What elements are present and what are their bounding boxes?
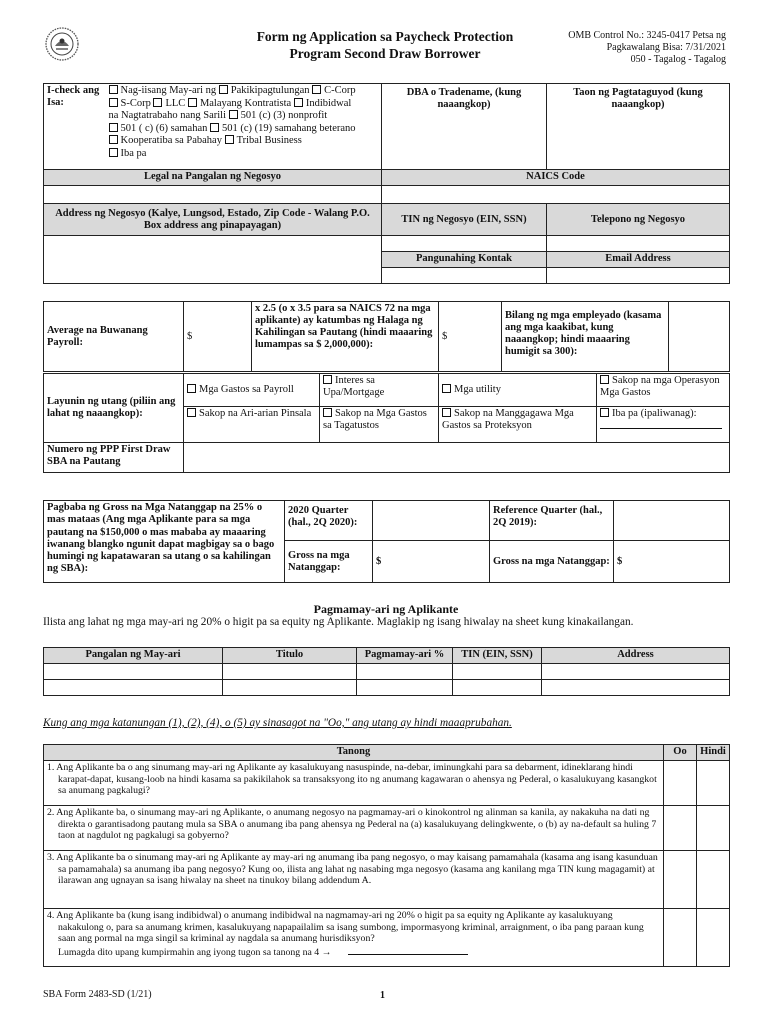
checkbox-icon xyxy=(219,85,228,94)
checkbox-icon xyxy=(109,148,118,157)
owner-tin-header: TIN (EIN, SSN) xyxy=(453,648,542,664)
business-address-input[interactable] xyxy=(44,236,382,284)
owner-name-input[interactable] xyxy=(44,680,223,696)
payroll-costs-checkbox[interactable]: Mga Gastos sa Payroll xyxy=(184,374,320,407)
self-employed-checkbox[interactable]: Indibidwal xyxy=(294,98,352,109)
question-4-no[interactable] xyxy=(697,909,730,967)
gross-receipts-reference-input[interactable]: $ xyxy=(614,541,730,583)
table-row xyxy=(44,806,730,851)
language-code: 050 - Tagalog - Tagalog xyxy=(630,54,726,65)
question-4-text: 4. Ang Aplikante ba (kung isang indibidwal) o anumang indibidwal na nagmamay-ari ng 20% o higit pa sa equity ng Aplikante ay kasalukuyang nakakulong o, para sa anumang krimen, kasalukuyang napapailalim sa isang sumbong, impormasyong kriminal, arraignment, o iba pang paraan kung saan ang pormal na mga singil sa kriminal ay nagdala sa anumang hurisdiksyon? xyxy=(47,910,644,945)
loan-amount-label: x 2.5 (o x 3.5 para sa NAICS 72 na mga aplikante) ay katumbas ng Halaga ng Kahilingan sa Pautang (hindi maaaring lumampas sa $ 2,000,000): xyxy=(252,302,439,372)
owners-table xyxy=(43,647,730,696)
c-corp-checkbox[interactable]: C-Corp xyxy=(312,85,356,96)
owner-title-input[interactable] xyxy=(223,664,357,680)
question-2: 2. Ang Aplikante ba, o sinumang may-ari ng Aplikante, o anumang negosyo na pagmamay-ari o kinokontrol ng alinman sa kanila, ay nakakuha na dati ng direkta o garantisadong pautang mula sa SBA o anumang iba pang ahensya ng Pederal na (a) kasalukuyang delingkwente, o (b) ay na-default sa huling 7 taon at nagdulot ng pagkalugi sa gobyerno? xyxy=(44,806,664,851)
entity-type-label: I-check ang Isa: xyxy=(44,84,106,170)
questions-table xyxy=(43,744,730,967)
year-established-field[interactable]: Taon ng Pagtataguyod (kung naaangkop) xyxy=(547,84,730,170)
first-draw-loan-label: Numero ng PPP First Draw SBA na Pautang xyxy=(44,443,184,473)
reference-quarter-input[interactable] xyxy=(614,501,730,541)
owner-tin-input[interactable] xyxy=(453,664,542,680)
checkbox-icon xyxy=(600,375,609,384)
question-2-no[interactable] xyxy=(697,806,730,851)
legal-name-label: Legal na Pangalan ng Negosyo xyxy=(44,170,382,186)
gross-receipts-table xyxy=(43,500,730,583)
primary-contact-input[interactable] xyxy=(382,268,547,284)
omb-control-number: OMB Control No.: 3245-0417 Petsa ng xyxy=(568,30,726,41)
owner-title-input[interactable] xyxy=(223,680,357,696)
loan-purpose-table xyxy=(43,373,730,473)
partnership-checkbox[interactable]: Pakikipagtulungan xyxy=(219,85,310,96)
owner-title-header: Titulo xyxy=(223,648,357,664)
checkbox-icon xyxy=(600,408,609,417)
property-damage-checkbox[interactable]: Sakop na Ari-arian Pinsala xyxy=(184,407,320,443)
owner-tin-input[interactable] xyxy=(453,680,542,696)
housing-coop-checkbox[interactable]: Kooperatiba sa Pabahay xyxy=(109,135,222,146)
tribal-business-checkbox[interactable]: Tribal Business xyxy=(225,135,302,146)
ownership-title: Pagmamay-ari ng Aplikante xyxy=(313,602,459,616)
phone-label: Telepono ng Negosyo xyxy=(547,204,730,236)
checkbox-icon xyxy=(229,110,238,119)
checkbox-icon xyxy=(187,408,196,417)
question-1: 1. Ang Aplikante ba o ang sinumang may-ari ng Aplikante ay kasalukuyang nasuspinde, na-debar, iminungkahi para sa debarment, idineklarang hindi karapat-dapat, kusang-loob na hindi kasama sa pakikilahok sa transaksyong ito ng anumang kagawaran o ahensya ng Pederal, o kasalukuyang kasangkot sa anumang pagkalugi? xyxy=(44,761,664,806)
question-1-no[interactable] xyxy=(697,761,730,806)
checkbox-icon xyxy=(442,408,451,417)
table-row xyxy=(44,761,730,806)
page-number: 1 xyxy=(380,990,385,1001)
checkbox-icon xyxy=(109,135,118,144)
other-entity-checkbox[interactable]: Iba pa xyxy=(109,148,147,159)
loan-request-table xyxy=(43,301,730,372)
checkbox-icon xyxy=(109,123,118,132)
table-row xyxy=(44,680,730,696)
owner-address-input[interactable] xyxy=(542,664,730,680)
table-row xyxy=(44,664,730,680)
checkbox-icon xyxy=(109,85,118,94)
gross-receipts-reduction-label: Pagbaba ng Gross na Mga Natanggap na 25% o mas mataas (Ang mga Aplikante para sa mga pautang na $150,000 o mas mababa ay maaaring iwanang blangko ngunit dapat magbigay sa o bago humingi ng kapatawaran sa utang o sa kahilingan ng SBA): xyxy=(44,501,285,583)
table-row xyxy=(44,851,730,909)
owner-address-header: Address xyxy=(542,648,730,664)
s-corp-checkbox[interactable]: S-Corp xyxy=(109,98,151,109)
question-4-yes[interactable] xyxy=(664,909,697,967)
other-purpose-checkbox[interactable]: Iba pa (ipaliwanag): xyxy=(597,407,730,443)
ownership-percent-input[interactable] xyxy=(357,680,453,696)
q2020-input[interactable] xyxy=(373,501,490,541)
utilities-checkbox[interactable]: Mga utility xyxy=(439,374,597,407)
checkbox-icon xyxy=(323,375,332,384)
checkbox-icon xyxy=(225,135,234,144)
checkbox-icon xyxy=(294,98,303,107)
legal-name-input[interactable] xyxy=(44,186,382,204)
primary-contact-label: Pangunahing Kontak xyxy=(382,252,547,268)
question-3: 3. Ang Aplikante ba o sinumang may-ari ng Aplikante ay may-ari ng anumang iba pang negosyo, o may kaisang pamamahala (kasama ang isang kasunduan sa pamamahala) sa anumang iba pang negosyo? Kung oo, ilista ang lahat ng nasabing mga negosyo (kasama ang kanilang mga TIN kung magagamit) at ilarawan ang ugnayan sa isang hiwalay na sheet na tinukoy bilang addendum A. xyxy=(44,851,664,909)
reference-quarter-label: Reference Quarter (hal., 2Q 2019): xyxy=(490,501,614,541)
loan-purpose-label: Layunin ng utang (piliin ang lahat ng naaangkop): xyxy=(44,374,184,443)
org-501c6-checkbox[interactable]: 501 ( c) (6) samahan xyxy=(109,123,208,134)
loan-amount-input[interactable]: $ xyxy=(439,302,502,372)
email-label: Email Address xyxy=(547,252,730,268)
avg-payroll-label: Average na Buwanang Payroll: xyxy=(44,302,184,372)
email-input[interactable] xyxy=(547,268,730,284)
ownership-percent-input[interactable] xyxy=(357,664,453,680)
checkbox-icon xyxy=(109,98,118,107)
form-title-line2: Program Second Draw Borrower xyxy=(289,46,481,61)
ownership-percent-header: Pagmamay-ari % xyxy=(357,648,453,664)
self-employed-label: na Nagtatrabaho nang Sarili xyxy=(108,110,226,121)
form-number: SBA Form 2483-SD (1/21) xyxy=(43,989,152,1000)
worker-protection-checkbox[interactable]: Sakop na Manggagawa Mga Gastos sa Proteksyon xyxy=(439,407,597,443)
dba-field[interactable]: DBA o Tradename, (kung naaangkop) xyxy=(382,84,547,170)
entity-type-options xyxy=(106,84,382,170)
checkbox-icon xyxy=(312,85,321,94)
table-row xyxy=(44,909,730,967)
employee-count-label: Bilang ng mga empleyado (kasama ang mga kaakibat, kung naaangkop; hindi maaaring humigit sa 300): xyxy=(502,302,669,372)
sba-seal-logo xyxy=(44,26,80,62)
form-title-line1: Form ng Application sa Paycheck Protection xyxy=(256,29,514,44)
owner-name-input[interactable] xyxy=(44,664,223,680)
owner-name-header: Pangalan ng May-ari xyxy=(44,648,223,664)
operations-expenditures-checkbox[interactable]: Sakop na mga Operasyon Mga Gastos xyxy=(597,374,730,407)
tin-input[interactable] xyxy=(382,236,547,252)
sole-proprietor-checkbox[interactable]: Nag-iisang May-ari ng xyxy=(109,85,217,96)
question-3-yes[interactable] xyxy=(664,851,697,909)
signature-line[interactable] xyxy=(348,945,468,955)
llc-checkbox[interactable]: LLC xyxy=(153,98,185,109)
other-purpose-input[interactable] xyxy=(600,420,722,429)
question-1-yes[interactable] xyxy=(664,761,697,806)
checkbox-icon xyxy=(323,408,332,417)
gross-receipts-2020-label: Gross na mga Natanggap: xyxy=(285,541,373,583)
business-info-table xyxy=(43,83,730,284)
signature-prompt: Lumagda dito upang kumpirmahin ang iyong tugon sa tanong na 4 → xyxy=(58,946,332,958)
avg-payroll-input[interactable]: $ xyxy=(184,302,252,372)
no-header: Hindi xyxy=(697,745,730,761)
owner-address-input[interactable] xyxy=(542,680,730,696)
nonprofit-501c3-checkbox[interactable]: 501 (c) (3) nonprofit xyxy=(229,110,328,121)
yes-header: Oo xyxy=(664,745,697,761)
checkbox-icon xyxy=(210,123,219,132)
gross-receipts-2020-input[interactable]: $ xyxy=(373,541,490,583)
disqualification-notice: Kung ang mga katanungan (1), (2), (4), o (5) ay sinasagot na "Oo," ang utang ay hindi maaaprubahan. xyxy=(43,717,512,729)
q2020-label: 2020 Quarter (hal., 2Q 2020): xyxy=(285,501,373,541)
omb-expiration: Pagkawalang Bisa: 7/31/2021 xyxy=(606,42,726,53)
question-header: Tanong xyxy=(44,745,664,761)
independent-contractor-checkbox[interactable]: Malayang Kontratista xyxy=(188,98,291,109)
tin-label: TIN ng Negosyo (EIN, SSN) xyxy=(382,204,547,236)
naics-label: NAICS Code xyxy=(382,170,730,186)
checkbox-icon xyxy=(187,384,196,393)
question-3-no[interactable] xyxy=(697,851,730,909)
first-draw-loan-input[interactable] xyxy=(184,443,730,473)
gross-receipts-reference-label: Gross na mga Natanggap: xyxy=(490,541,614,583)
business-address-label: Address ng Negosyo (Kalye, Lungsod, Estado, Zip Code - Walang P.O. Box address ang pinapayagan) xyxy=(44,204,382,236)
supplier-costs-checkbox[interactable]: Sakop na Mga Gastos sa Tagatustos xyxy=(320,407,439,443)
employee-count-input[interactable] xyxy=(669,302,730,372)
checkbox-icon xyxy=(442,384,451,393)
phone-input[interactable] xyxy=(547,236,730,252)
checkbox-icon xyxy=(188,98,197,107)
rent-mortgage-checkbox[interactable]: Interes sa Upa/Mortgage xyxy=(320,374,439,407)
naics-input[interactable] xyxy=(382,186,730,204)
question-4 xyxy=(44,909,664,967)
ownership-instruction: Ilista ang lahat ng mga may-ari ng 20% o higit pa sa equity ng Aplikante. Maglakip ng isang hiwalay na sheet kung kinakailangan. xyxy=(43,616,634,628)
question-2-yes[interactable] xyxy=(664,806,697,851)
checkbox-icon xyxy=(153,98,162,107)
veterans-501c19-checkbox[interactable]: 501 (c) (19) samahang beterano xyxy=(210,123,356,134)
